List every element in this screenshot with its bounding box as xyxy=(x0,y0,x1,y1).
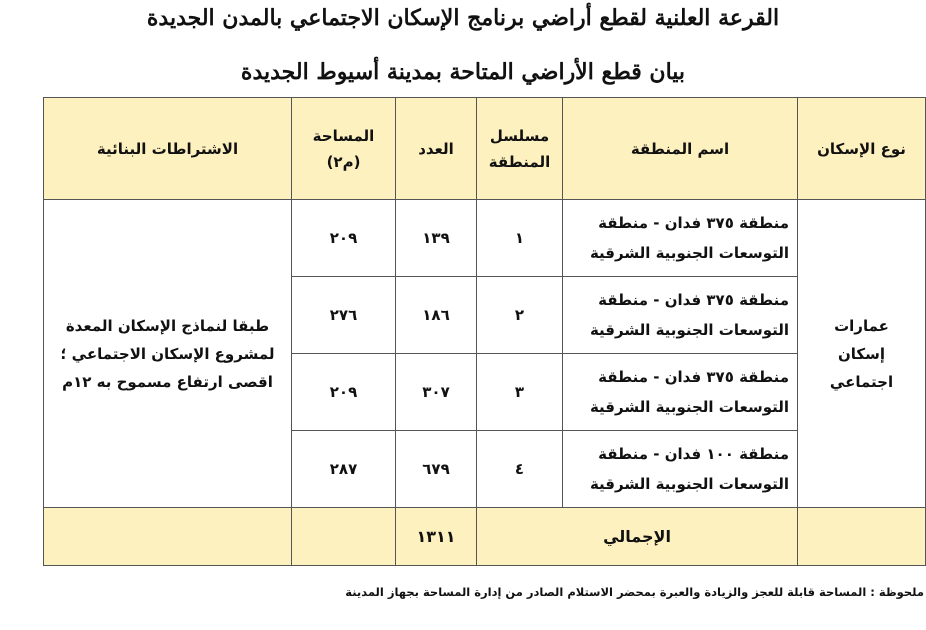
area-cell: ٢٧٦ xyxy=(292,277,396,354)
housing-type-cell: عمارات إسكان اجتماعي xyxy=(798,200,926,508)
header-area: المساحة (م٢) xyxy=(292,98,396,200)
total-label: الإجمالي xyxy=(477,508,798,566)
page-subtitle: بيان قطع الأراضي المتاحة بمدينة أسيوط الجديدة xyxy=(240,59,686,85)
area-name-cell: منطقة ٣٧٥ فدان - منطقة التوسعات الجنوبية الشرقية xyxy=(563,354,798,431)
table-row xyxy=(44,200,926,277)
requirements-cell: طبقا لنماذج الإسكان المعدة لمشروع الإسكان الاجتماعي ؛ اقصى ارتفاع مسموح به ١٢م xyxy=(44,200,292,508)
total-count: ١٣١١ xyxy=(396,508,477,566)
count-cell: ٣٠٧ xyxy=(396,354,477,431)
land-plots-table xyxy=(43,97,926,566)
count-cell: ١٣٩ xyxy=(396,200,477,277)
total-blank-cell xyxy=(44,508,292,566)
serial-cell: ١ xyxy=(477,200,563,277)
serial-cell: ٣ xyxy=(477,354,563,431)
table-header-row xyxy=(44,98,926,200)
header-serial: مسلسل المنطقة xyxy=(477,98,563,200)
header-requirements: الاشتراطات البنائية xyxy=(44,98,292,200)
total-row xyxy=(44,508,926,566)
count-cell: ٦٧٩ xyxy=(396,431,477,508)
area-cell: ٢٨٧ xyxy=(292,431,396,508)
area-name-cell: منطقة ١٠٠ فدان - منطقة التوسعات الجنوبية الشرقية xyxy=(563,431,798,508)
serial-cell: ٤ xyxy=(477,431,563,508)
area-cell: ٢٠٩ xyxy=(292,200,396,277)
header-count: العدد xyxy=(396,98,477,200)
total-blank-cell xyxy=(292,508,396,566)
total-blank-cell xyxy=(798,508,926,566)
count-cell: ١٨٦ xyxy=(396,277,477,354)
page-title: القرعة العلنية لقطع أراضي برنامج الإسكان الاجتماعي بالمدن الجديدة xyxy=(146,5,780,31)
serial-cell: ٢ xyxy=(477,277,563,354)
header-housing-type: نوع الإسكان xyxy=(798,98,926,200)
footnote: ملحوظة : المساحة قابلة للعجز والزيادة والعبرة بمحضر الاستلام الصادر من إدارة المساحة بجهاز المدينة xyxy=(345,585,924,599)
area-name-cell: منطقة ٣٧٥ فدان - منطقة التوسعات الجنوبية الشرقية xyxy=(563,277,798,354)
header-area-name: اسم المنطقة xyxy=(563,98,798,200)
area-cell: ٢٠٩ xyxy=(292,354,396,431)
area-name-cell: منطقة ٣٧٥ فدان - منطقة التوسعات الجنوبية الشرقية xyxy=(563,200,798,277)
